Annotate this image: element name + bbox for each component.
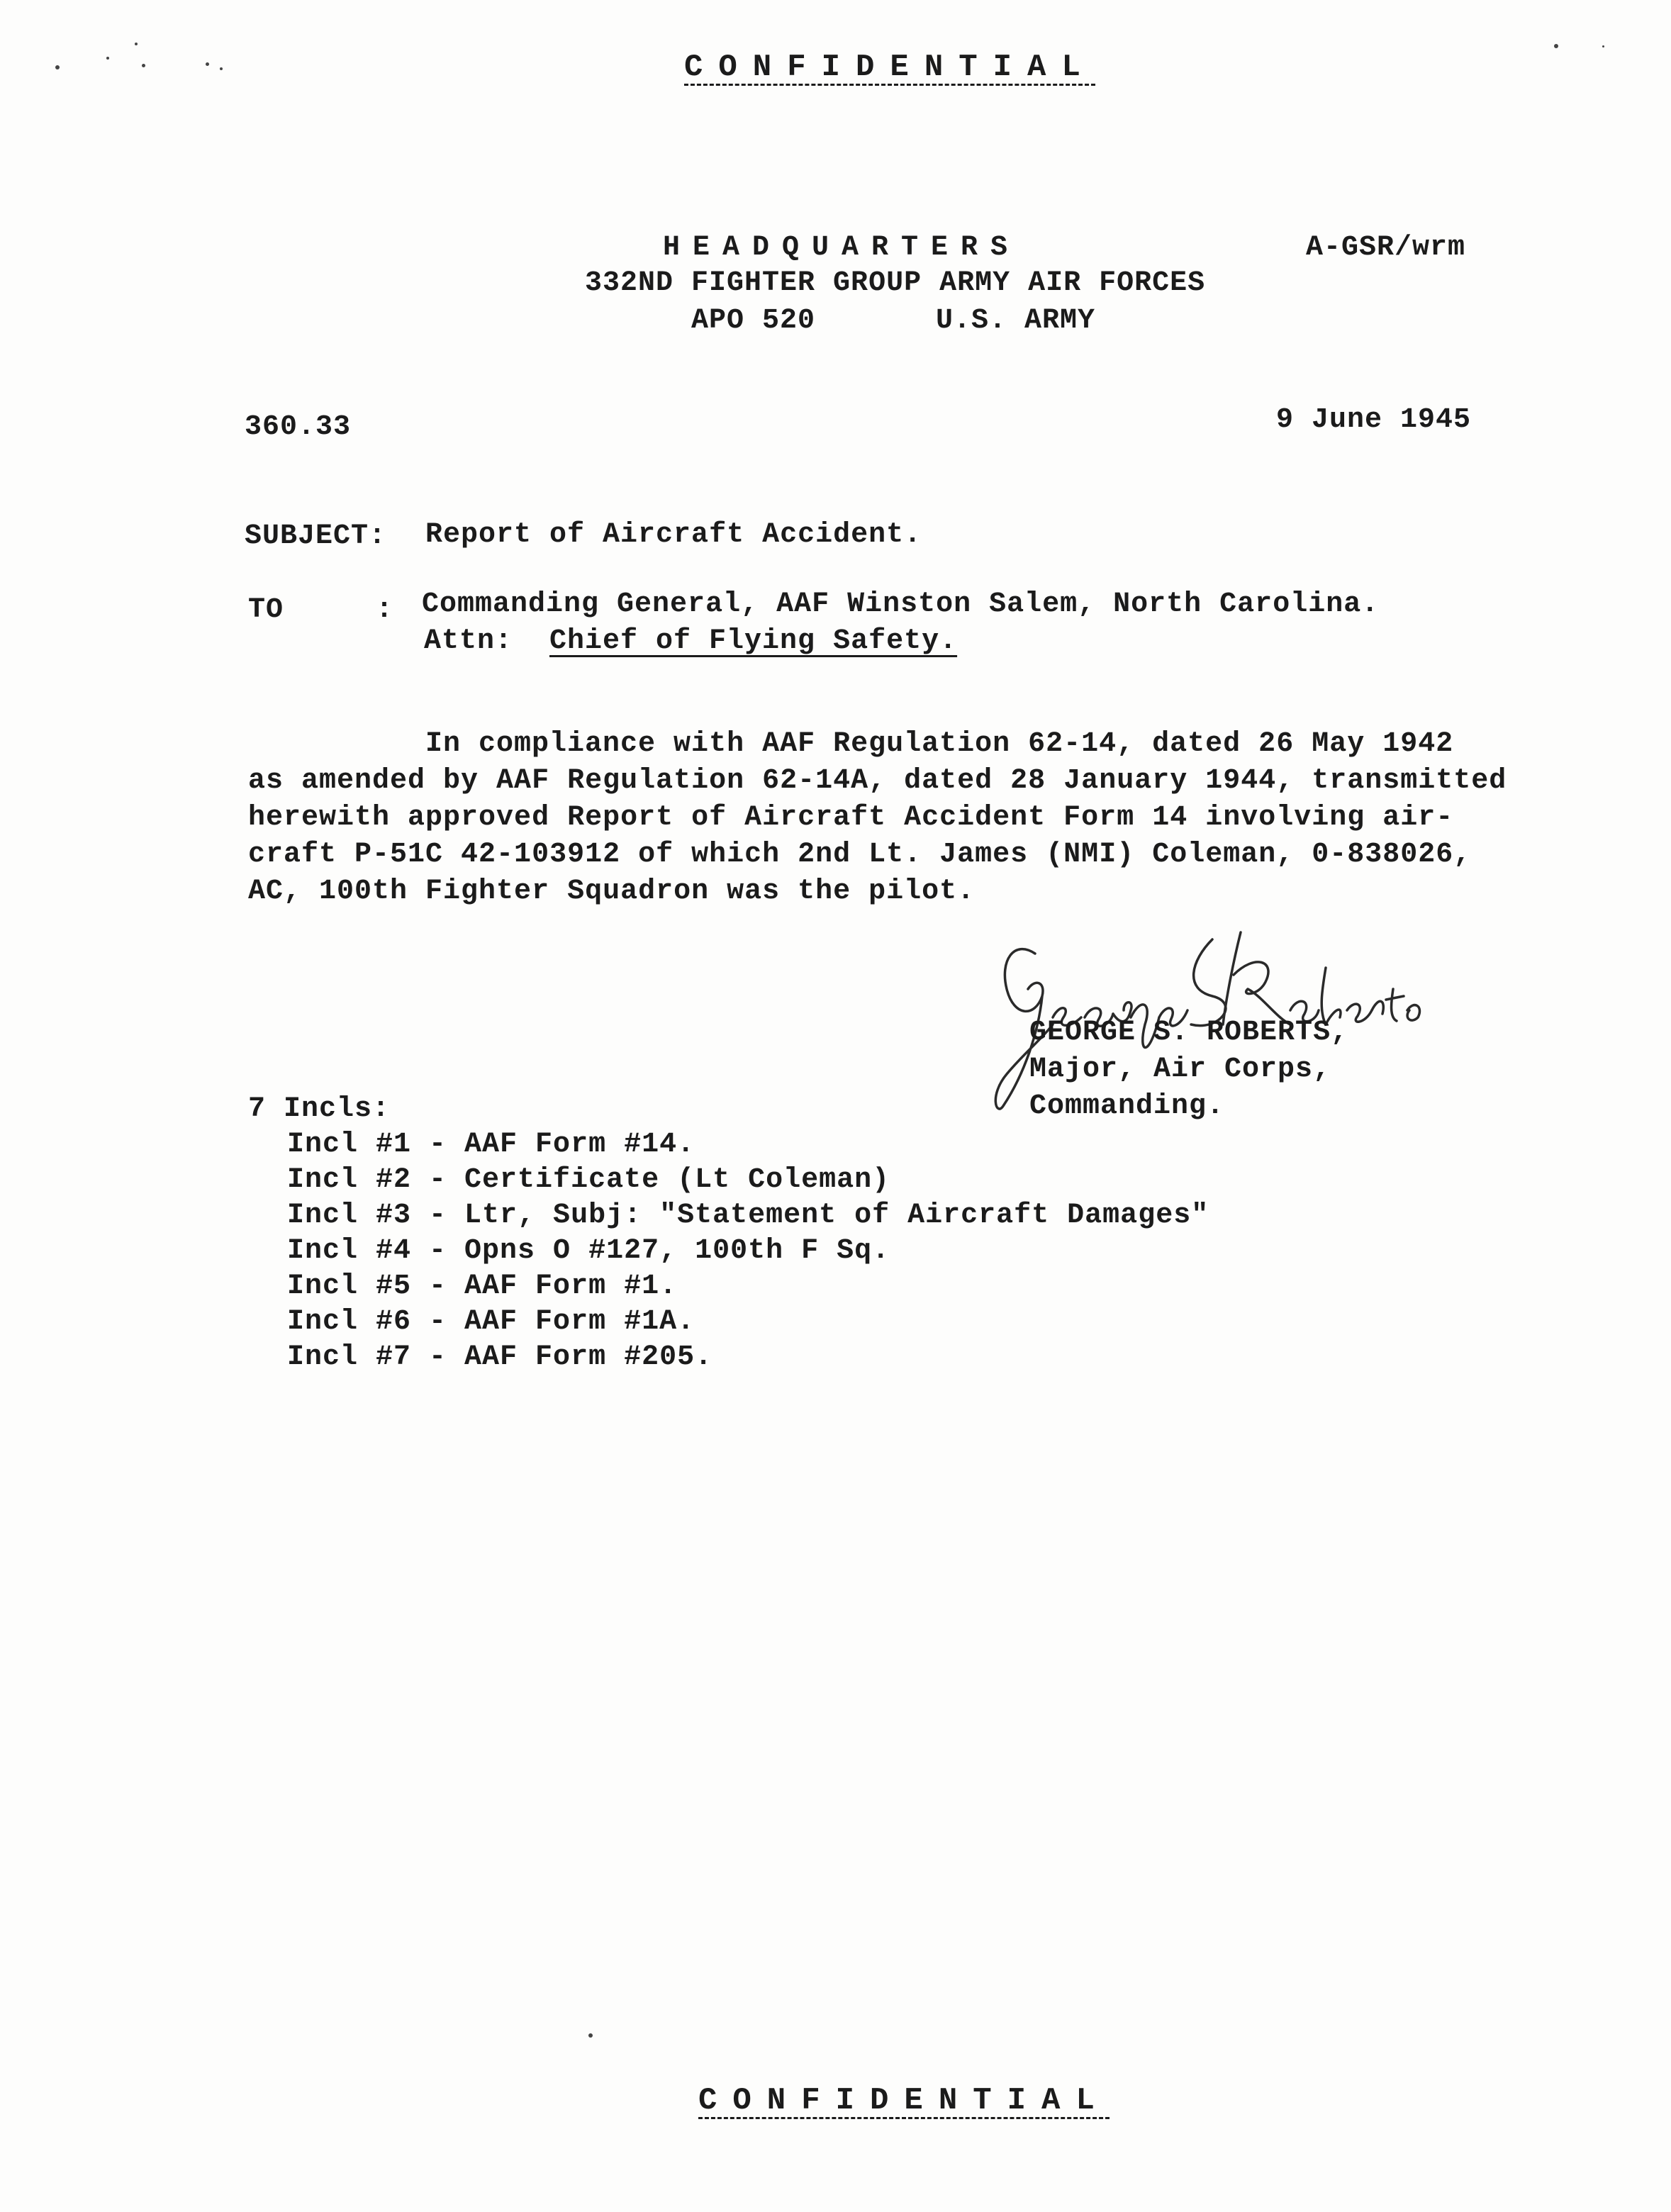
apo-number: APO 520 bbox=[691, 305, 816, 337]
unit-name: 332ND FIGHTER GROUP ARMY AIR FORCES bbox=[585, 267, 1206, 299]
letter-date: 9 June 1945 bbox=[1276, 404, 1472, 436]
headquarters-heading: HEADQUARTERS bbox=[663, 232, 1021, 264]
scan-speck bbox=[55, 65, 60, 69]
scan-speck bbox=[220, 67, 223, 70]
scan-speck bbox=[1602, 45, 1604, 48]
enclosure-item: Incl #6 - AAF Form #1A. bbox=[287, 1306, 695, 1338]
reference-code: A-GSR/wrm bbox=[1306, 232, 1466, 264]
scan-speck bbox=[106, 57, 109, 60]
signer-title: Commanding. bbox=[1029, 1090, 1225, 1122]
army-label: U.S. ARMY bbox=[936, 305, 1096, 337]
enclosure-item: Incl #5 - AAF Form #1. bbox=[287, 1270, 678, 1302]
body-line: as amended by AAF Regulation 62-14A, dated 28 January 1944, transmitted bbox=[248, 765, 1507, 797]
enclosure-item: Incl #1 - AAF Form #14. bbox=[287, 1129, 695, 1161]
attn-value: Chief of Flying Safety. bbox=[549, 625, 958, 657]
body-line: AC, 100th Fighter Squadron was the pilot. bbox=[248, 876, 976, 907]
to-addressee: Commanding General, AAF Winston Salem, North Carolina. bbox=[422, 588, 1380, 620]
scan-speck bbox=[1554, 44, 1558, 48]
signer-rank: Major, Air Corps, bbox=[1029, 1054, 1331, 1085]
signer-name: GEORGE S. ROBERTS, bbox=[1029, 1017, 1349, 1049]
bottom-classification-marking: CONFIDENTIAL bbox=[698, 2083, 1110, 2118]
to-label: TO bbox=[248, 594, 284, 626]
scan-speck bbox=[135, 43, 138, 45]
scan-speck bbox=[142, 64, 145, 67]
subject-label: SUBJECT: bbox=[245, 520, 387, 552]
enclosure-item: Incl #7 - AAF Form #205. bbox=[287, 1341, 713, 1373]
to-colon: : bbox=[376, 594, 394, 626]
top-classification-marking: CONFIDENTIAL bbox=[684, 50, 1096, 85]
enclosure-item: Incl #2 - Certificate (Lt Coleman) bbox=[287, 1164, 890, 1196]
body-line: In compliance with AAF Regulation 62-14, dated 26 May 1942 bbox=[425, 728, 1454, 760]
scan-speck bbox=[206, 62, 209, 66]
subject-value: Report of Aircraft Accident. bbox=[425, 519, 922, 551]
enclosures-label: 7 Incls: bbox=[248, 1093, 391, 1125]
scan-speck bbox=[588, 2033, 593, 2038]
enclosure-item: Incl #3 - Ltr, Subj: "Statement of Aircraft Damages" bbox=[287, 1200, 1209, 1231]
file-number: 360.33 bbox=[245, 411, 352, 443]
body-line: craft P-51C 42-103912 of which 2nd Lt. James (NMI) Coleman, 0-838026, bbox=[248, 839, 1472, 871]
attn-label: Attn: bbox=[424, 625, 513, 657]
enclosure-item: Incl #4 - Opns O #127, 100th F Sq. bbox=[287, 1235, 890, 1267]
body-line: herewith approved Report of Aircraft Accident Form 14 involving air- bbox=[248, 802, 1454, 834]
